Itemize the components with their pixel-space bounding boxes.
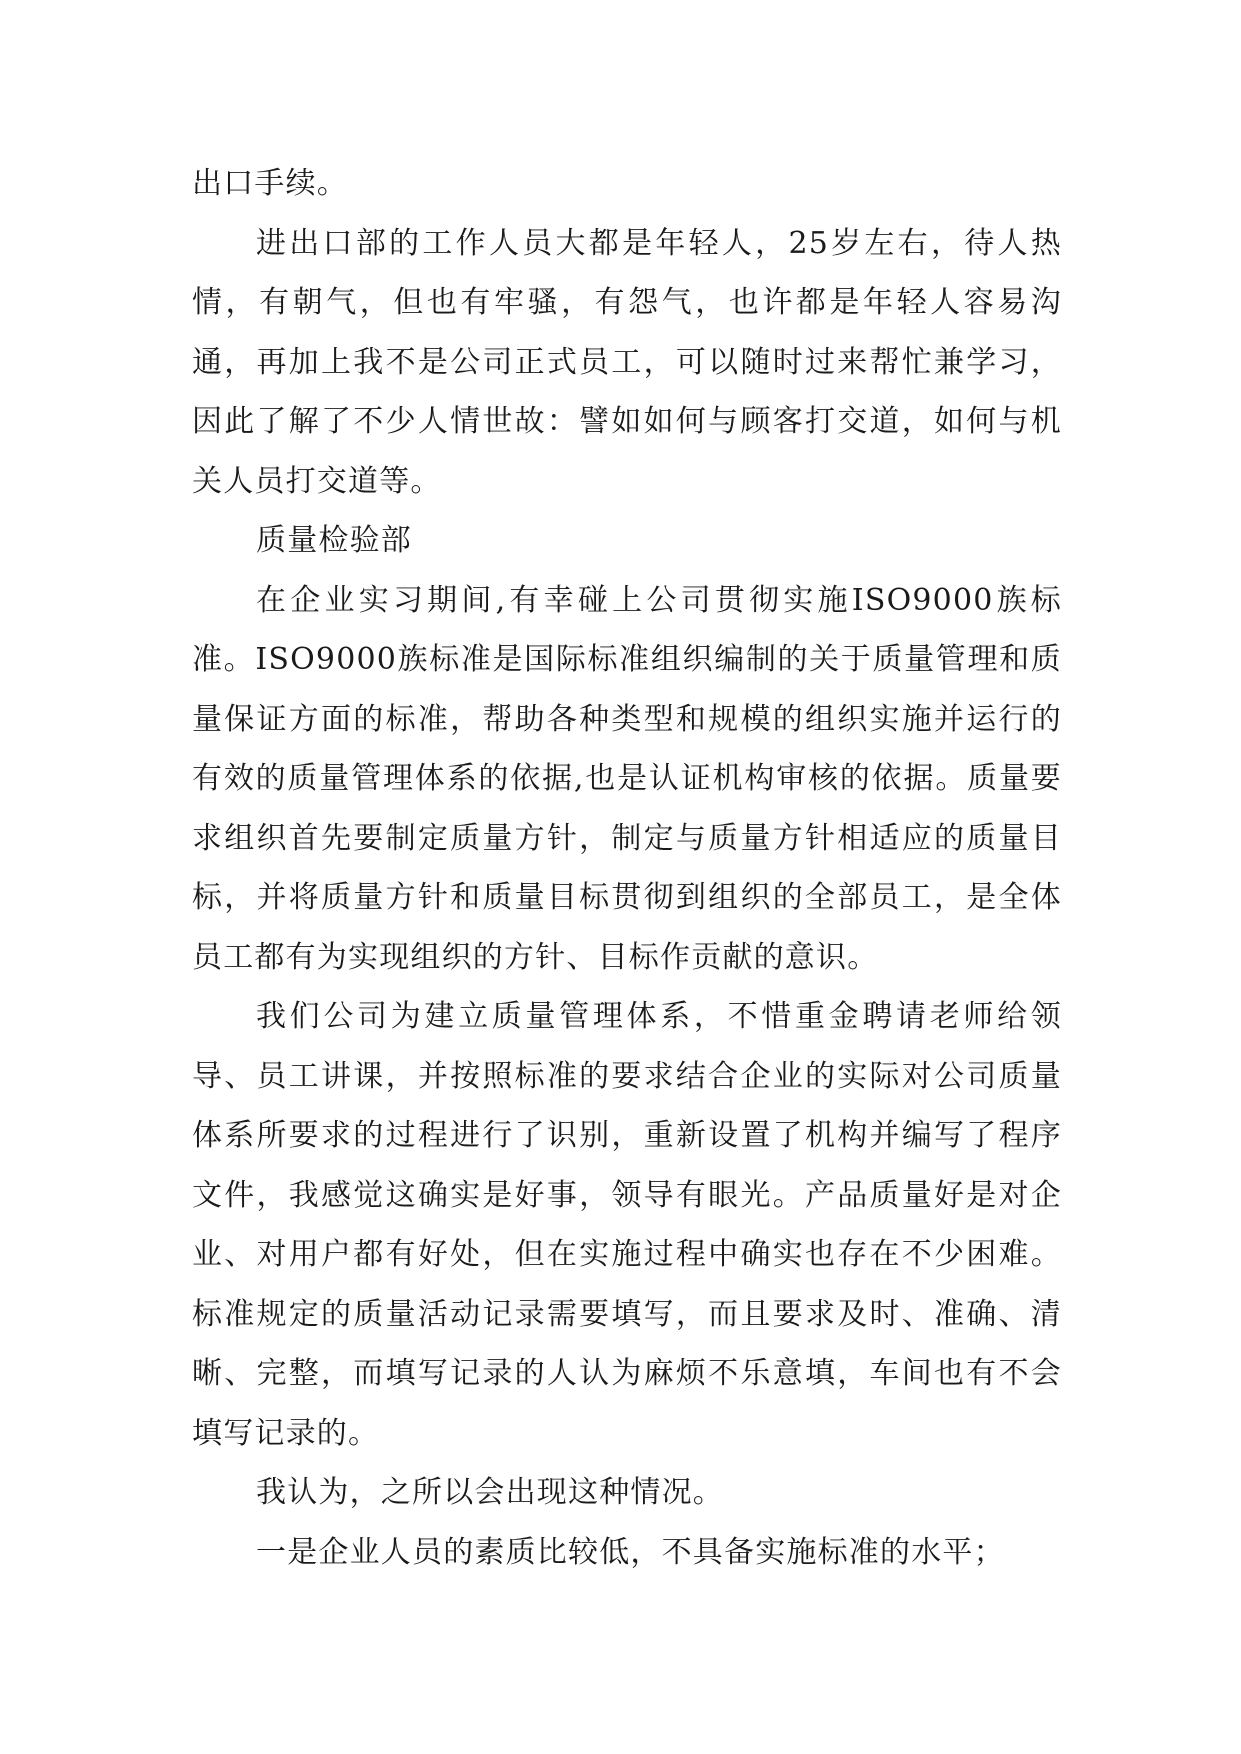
paragraph: 出口手续。 [192,166,348,201]
section-heading: 质量检验部 [256,523,412,558]
paragraph: 进出口部的工作人员大都是年轻人，25岁左右，待人热情，有朝气，但也有牢骚，有怨气，也许都是年轻人容易沟通，再加上我不是公司正式员工，可以随时过来帮忙兼学习，因此了解了不少人情世故：譬如如何与顾客打交道，如何与机关人员打交道等。 [192,225,1062,499]
paragraph: 在企业实习期间,有幸碰上公司贯彻实施ISO9000族标准。ISO9000族标准是国际标准组织编制的关于质量管理和质量保证方面的标准，帮助各种类型和规模的组织实施并运行的有效的质量管理体系的依据,也是认证机构审核的依据。质量要求组织首先要制定质量方针，制定与质量方针相适应的质量目标，并将质量方针和质量目标贯彻到组织的全部员工，是全体员工都有为实现组织的方针、目标作贡献的意识。 [192,582,1062,975]
paragraph: 我们公司为建立质量管理体系，不惜重金聘请老师给领导、员工讲课，并按照标准的要求结合企业的实际对公司质量体系所要求的过程进行了识别，重新设置了机构并编写了程序文件，我感觉这确实是好事，领导有眼光。产品质量好是对企业、对用户都有好处，但在实施过程中确实也存在不少困难。标准规定的质量活动记录需要填写，而且要求及时、准确、清晰、完整，而填写记录的人认为麻烦不乐意填，车间也有不会填写记录的。 [192,999,1062,1451]
document-page [192,154,1062,1582]
paragraph: 我认为，之所以会出现这种情况。 [256,1475,724,1510]
paragraph: 一是企业人员的素质比较低，不具备实施标准的水平； [256,1534,1005,1570]
